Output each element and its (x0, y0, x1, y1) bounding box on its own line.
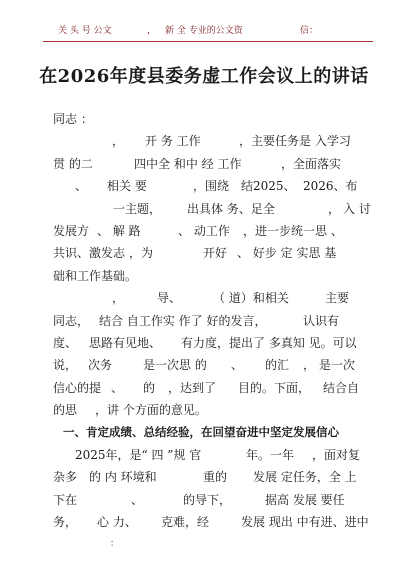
footer-mark: ： (110, 539, 120, 549)
section-heading-line (53, 421, 363, 443)
paragraph-line (53, 153, 363, 175)
section-heading: 一、肯定成绩、总结经验，在回望奋进中坚定发展信心 (63, 425, 339, 440)
paragraph-line (53, 175, 363, 197)
text-fragment: 开好 (203, 246, 228, 261)
paragraph-line (53, 130, 363, 152)
header-text-2: ， (147, 26, 157, 36)
salutation: 同志 ： (53, 112, 93, 126)
text-fragment: 2025年，是“ 四 ”规 官 (75, 447, 202, 462)
text-fragment: 、 动工作 (178, 223, 230, 238)
paragraph-line (53, 242, 363, 264)
text-fragment: 认识有 (303, 313, 340, 328)
paragraph-line (53, 489, 363, 511)
text-fragment: 发展方 (53, 223, 90, 238)
text-fragment: 克难，经 (161, 515, 210, 530)
text-fragment: ， 是一次 (303, 358, 355, 373)
paragraph-line (53, 354, 363, 376)
text-fragment: ， (112, 134, 125, 149)
text-fragment: 、 好步 定 实思 基 (237, 246, 337, 261)
text-fragment: 是一次思 的 (143, 358, 207, 373)
text-fragment: 、 (111, 380, 124, 395)
paragraph-line (53, 377, 363, 399)
text-fragment: 、 (231, 358, 244, 373)
text-fragment: 四中全 和中 经 工作 (134, 156, 242, 171)
text-fragment: 有力度，提出了 多真知 见。可以 (181, 335, 357, 350)
paragraph-line (53, 444, 363, 466)
text-fragment: 信心的提 (53, 380, 102, 395)
page-header (0, 0, 408, 40)
text-fragment: 、 (131, 492, 144, 507)
text-fragment: 主要 (325, 291, 350, 306)
paragraph-line (53, 287, 363, 309)
paragraph-line (53, 108, 363, 130)
text-fragment: 入 讨 (343, 201, 371, 216)
paragraph-line (53, 265, 363, 287)
text-fragment: 结合自 (323, 380, 360, 395)
text-fragment: 础和工作基础。 (53, 268, 138, 283)
paragraph-line (53, 220, 363, 242)
text-fragment: 度、 (53, 335, 78, 350)
text-fragment: 同志， (53, 313, 90, 328)
text-fragment: 年。一年 (246, 447, 295, 462)
text-fragment: 重的 (203, 470, 228, 485)
text-fragment: ，全面落实 (281, 156, 342, 171)
text-fragment: 发展 现出 中有进、进中 (241, 515, 369, 530)
text-fragment: 相关 要 (107, 179, 147, 194)
text-fragment: 心 力、 (97, 515, 137, 530)
paragraph-line (53, 399, 363, 421)
text-fragment: ，面对复 (312, 447, 361, 462)
paragraph-line (53, 466, 363, 488)
text-fragment: 说， (53, 358, 78, 373)
text-fragment: 发展 定任务，全 上 (253, 470, 357, 485)
text-fragment: 、 解 路 (97, 223, 141, 238)
text-fragment: 下在 (53, 492, 78, 507)
text-fragment: 务， (53, 515, 78, 530)
text-fragment: 的 (143, 380, 156, 395)
paragraph-line (53, 310, 363, 332)
header-text-4: 信： (300, 26, 319, 36)
header-text-1: 关 头 号 公文 (58, 26, 112, 36)
text-fragment: 据高 发展 要任 (265, 492, 345, 507)
text-fragment: 的 内 环境和 (89, 470, 157, 485)
paragraph-line (53, 332, 363, 354)
text-fragment: 导、 (157, 291, 182, 306)
text-fragment: ，达到了 (168, 380, 217, 395)
text-fragment: 的思 (53, 403, 78, 418)
text-fragment: ， (112, 291, 125, 306)
text-fragment: 贯 的二 (53, 156, 93, 171)
text-fragment: 杂多 (53, 470, 78, 485)
text-fragment: ， (328, 201, 341, 216)
text-fragment: 共识、激发志 (53, 246, 126, 261)
text-fragment: ，围绕 (193, 179, 230, 194)
text-fragment: 、 (75, 179, 88, 194)
text-fragment: 结合 自工作实 作了 好的发言， (99, 313, 267, 328)
header-text-3: 新 全 专业的公文资 (165, 26, 243, 36)
text-fragment: （ 道）和相关 (213, 291, 289, 306)
text-fragment: 2026、布 (303, 179, 358, 194)
paragraph-line (53, 511, 369, 533)
text-fragment: 一主题， (113, 201, 162, 216)
paragraph-line (53, 198, 371, 220)
text-fragment: ，主要任务是 入学习 (239, 134, 351, 149)
text-fragment: 目的。下面， (238, 380, 311, 395)
header-divider (43, 41, 373, 42)
text-fragment: 开 务 工作 (145, 134, 201, 149)
text-fragment: ，进一步统一思 、 (243, 223, 343, 238)
text-fragment: ，讲 个方面的意见。 (95, 403, 207, 418)
document-body (53, 108, 371, 533)
text-fragment: 的导下， (183, 492, 232, 507)
text-fragment: 出具体 务、足全 (187, 201, 275, 216)
text-fragment: 次务 (88, 358, 113, 373)
text-fragment: 的汇 (265, 358, 290, 373)
document-title: 在2026年度县委务虚工作会议上的讲话 (39, 66, 369, 87)
text-fragment: 结2025、 (241, 179, 296, 194)
text-fragment: ，为 (129, 246, 154, 261)
text-fragment: 思路有见地、 (89, 335, 162, 350)
